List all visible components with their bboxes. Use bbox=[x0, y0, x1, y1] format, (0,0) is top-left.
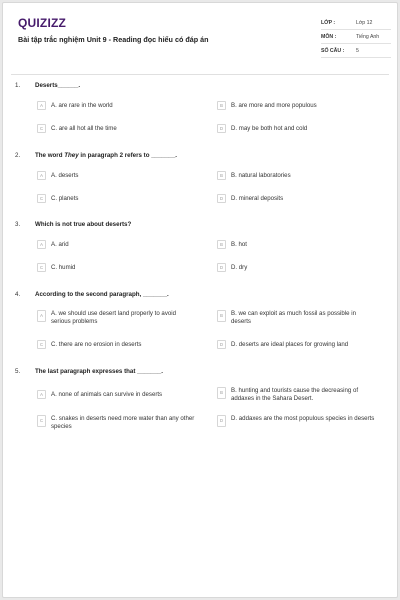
worksheet-page bbox=[2, 2, 398, 598]
option-text: A. we should use desert land properly to avoid serious problems bbox=[51, 309, 176, 325]
option-letter-box: A bbox=[37, 171, 46, 180]
option-letter-box: D bbox=[217, 415, 226, 427]
meta-row-count bbox=[321, 44, 391, 58]
option-text: A. arid bbox=[51, 240, 69, 248]
option-d[interactable] bbox=[217, 124, 377, 133]
option-a[interactable] bbox=[37, 101, 197, 110]
option-c[interactable] bbox=[37, 263, 197, 272]
header-divider bbox=[11, 74, 389, 75]
question-number: 4. bbox=[15, 291, 21, 298]
option-text: D. dry bbox=[231, 263, 248, 271]
option-text: B. natural laboratories bbox=[231, 171, 291, 179]
option-text: A. deserts bbox=[51, 171, 79, 179]
option-letter-box: A bbox=[37, 310, 46, 322]
option-letter-box: D bbox=[217, 124, 226, 133]
question-text: The last paragraph expresses that _______. bbox=[35, 368, 163, 375]
meta-key: LỚP : bbox=[321, 19, 336, 26]
question-text-part: The word bbox=[35, 152, 65, 159]
question-number: 2. bbox=[15, 152, 21, 159]
option-b[interactable] bbox=[217, 171, 377, 180]
option-text: B. are more and more populous bbox=[231, 101, 317, 109]
question-text-emphasis: They bbox=[64, 152, 79, 159]
option-text: A. are rare in the world bbox=[51, 101, 113, 109]
option-text: B. hunting and tourists cause the decreasing of addaxes in the Sahara Desert. bbox=[231, 386, 359, 402]
option-c[interactable] bbox=[37, 414, 197, 431]
option-a[interactable] bbox=[37, 171, 197, 180]
option-letter-box: D bbox=[217, 340, 226, 349]
option-letter-box: C bbox=[37, 415, 46, 427]
option-text: D. mineral deposits bbox=[231, 194, 284, 202]
option-b[interactable] bbox=[217, 240, 377, 249]
option-a[interactable] bbox=[37, 309, 197, 326]
option-letter-box: A bbox=[37, 101, 46, 110]
option-d[interactable] bbox=[217, 263, 377, 272]
option-letter-box: B bbox=[217, 310, 226, 322]
option-b[interactable] bbox=[217, 101, 377, 110]
option-d[interactable] bbox=[217, 194, 377, 203]
option-c[interactable] bbox=[37, 340, 197, 349]
option-text: B. hot bbox=[231, 240, 247, 248]
question-text: Which is not true about deserts? bbox=[35, 221, 132, 228]
option-letter-box: B bbox=[217, 240, 226, 249]
option-letter-box: B bbox=[217, 171, 226, 180]
option-letter-box: C bbox=[37, 124, 46, 133]
option-text: C. are all hot all the time bbox=[51, 124, 117, 132]
meta-row-class bbox=[321, 16, 391, 30]
option-b[interactable] bbox=[217, 386, 377, 403]
meta-value: Tiếng Anh bbox=[356, 33, 380, 40]
worksheet-header bbox=[3, 3, 397, 65]
question-text bbox=[35, 152, 177, 159]
option-letter-box: C bbox=[37, 194, 46, 203]
option-a[interactable] bbox=[37, 390, 197, 399]
meta-value: Lớp 12 bbox=[356, 19, 373, 26]
meta-key: SỐ CÂU : bbox=[321, 47, 345, 54]
meta-row-subject bbox=[321, 30, 391, 44]
meta-table bbox=[321, 16, 391, 58]
option-d[interactable] bbox=[217, 414, 377, 427]
option-text: D. may be both hot and cold bbox=[231, 124, 308, 132]
option-letter-box: C bbox=[37, 263, 46, 272]
question-number: 5. bbox=[15, 368, 21, 375]
option-letter-box: B bbox=[217, 387, 226, 399]
option-letter-box: C bbox=[37, 340, 46, 349]
question-number: 1. bbox=[15, 82, 21, 89]
option-letter-box: A bbox=[37, 240, 46, 249]
option-text: A. none of animals can survive in deserts bbox=[51, 390, 163, 398]
option-c[interactable] bbox=[37, 194, 197, 203]
option-letter-box: D bbox=[217, 194, 226, 203]
option-text: D. deserts are ideal places for growing land bbox=[231, 340, 349, 348]
question-number: 3. bbox=[15, 221, 21, 228]
option-text: C. snakes in deserts need more water than any other species bbox=[51, 414, 195, 430]
question-text: Deserts______. bbox=[35, 82, 81, 89]
option-text: D. addaxes are the most populous species in deserts bbox=[231, 414, 375, 422]
meta-key: MÔN : bbox=[321, 33, 337, 40]
meta-value: 5 bbox=[356, 47, 359, 54]
option-text: C. humid bbox=[51, 263, 76, 271]
question-text: According to the second paragraph, _______. bbox=[35, 291, 169, 298]
option-text: B. we can exploit as much fossil as possible in deserts bbox=[231, 309, 356, 325]
page-title: Bài tập trắc nghiệm Unit 9 - Reading đọc hiểu có đáp án bbox=[18, 35, 209, 44]
option-text: C. planets bbox=[51, 194, 79, 202]
option-d[interactable] bbox=[217, 340, 377, 349]
option-letter-box: A bbox=[37, 390, 46, 399]
option-letter-box: B bbox=[217, 101, 226, 110]
option-a[interactable] bbox=[37, 240, 197, 249]
option-c[interactable] bbox=[37, 124, 197, 133]
option-b[interactable] bbox=[217, 309, 377, 326]
option-letter-box: D bbox=[217, 263, 226, 272]
quizizz-logo: QUIZIZZ bbox=[18, 16, 67, 30]
question-text-part: in paragraph 2 refers to _______. bbox=[78, 152, 178, 159]
option-text: C. there are no erosion in deserts bbox=[51, 340, 142, 348]
